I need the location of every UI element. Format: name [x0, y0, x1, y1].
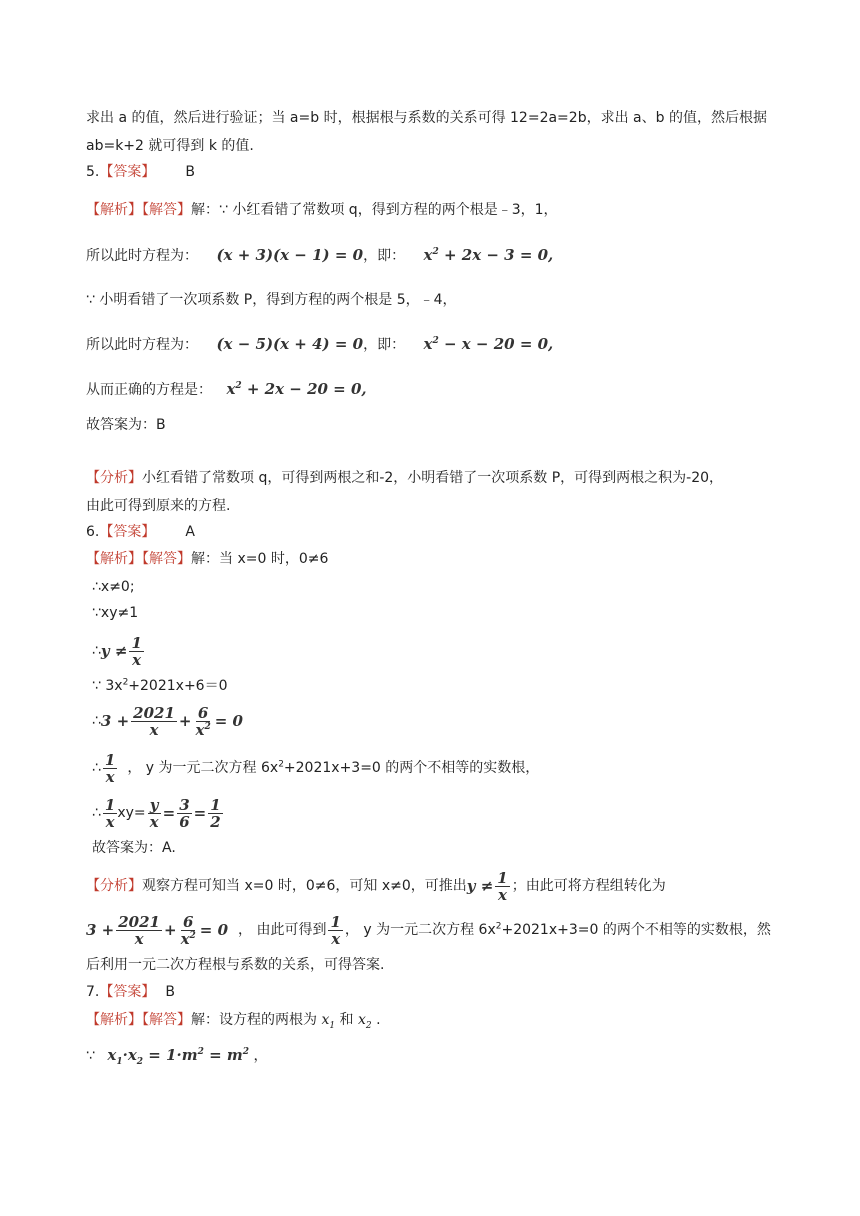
- q6-analysis-line-3: 后利用一元二次方程根与系数的关系，可得答案.: [86, 957, 385, 973]
- q7-answer: B: [165, 984, 175, 1000]
- q5-equation-4: $x^2 - x - 20 = 0$,: [423, 335, 554, 353]
- q5-line4-mid: ，即：: [363, 337, 406, 353]
- q6-l7-prefix: ∴: [92, 760, 101, 776]
- q5-jieda-tag: 【解答】: [142, 202, 191, 218]
- q7-x1: $x_1$: [321, 1012, 336, 1031]
- q5-analysis-line-2: 由此可得到原来的方程.: [86, 498, 231, 514]
- q6-line1-text: 解：当 x=0 时，0≠6: [191, 551, 329, 567]
- q6-answer: A: [185, 524, 195, 540]
- q6-frac-6-over-x2: $\frac{6}{x^2}$: [195, 703, 211, 739]
- q7-line2-prefix: ∵: [86, 1048, 95, 1064]
- q7-answer-tag: 【答案】: [99, 984, 156, 1000]
- q6-fenxi-eq-a: 3 +: [86, 921, 115, 939]
- q7-solution-line-1: [86, 1010, 381, 1030]
- q6-l4-prefix: ∴: [92, 643, 101, 659]
- q5-equation-3: (x − 5)(x + 4) = 0: [216, 335, 364, 353]
- q6-line-4: [92, 634, 146, 668]
- q6-frac-3-over-6: $\frac{3}{6}$: [179, 795, 190, 831]
- q7-line1-text: 解：设方程的两根为: [191, 1012, 317, 1028]
- q7-jiexi-tag: 【解析】: [86, 1012, 142, 1028]
- q6-fenxi-eq: y ≠: [466, 877, 494, 895]
- q5-conclusion: 故答案为：B: [86, 417, 166, 433]
- q6-l8-prefix: ∴: [92, 805, 101, 821]
- q6-l8-eq1: =: [162, 804, 176, 822]
- q6-fenxi-eq-0: = 0: [199, 921, 229, 939]
- q7-equation: $x_1\cdot x_2 = 1\cdot m^2 = m^2$: [107, 1046, 249, 1067]
- q5-line1-text: 解：∵ 小红看错了常数项 q，得到方程的两个根是﹣3，1，: [191, 202, 558, 218]
- q6-line-2: ∴x≠0;: [92, 579, 135, 595]
- q5-fenxi-tag: 【分析】: [86, 470, 142, 486]
- q6-l8-xy: xy=: [117, 805, 146, 821]
- q5-jiexi-tag: 【解析】: [86, 202, 142, 218]
- q6-l4-eq: y ≠: [100, 642, 128, 660]
- q6-l6-prefix: ∴: [92, 713, 101, 729]
- q7-and: 和: [335, 1012, 358, 1028]
- q6-fenxi-text-1: 观察方程可知当 x=0 时，0≠6，可知 x≠0，可推出: [142, 878, 467, 894]
- q6-number: 6.: [86, 524, 100, 540]
- q5-number: 5.: [86, 164, 100, 180]
- q5-line4-prefix: 所以此时方程为：: [86, 337, 198, 353]
- q6-analysis-line-2: [86, 910, 771, 950]
- q5-analysis-line-1: [86, 468, 723, 488]
- q6-jiexi-tag: 【解析】: [86, 551, 142, 567]
- q6-frac-y-over-x: $\frac{y}{x}$: [149, 795, 159, 831]
- q6-l7-text: ， y 为一元二次方程 $6x^2+2021x+3=0$ 的两个不相等的实数根，: [127, 759, 540, 776]
- intro-line-2: ab=k+2 就可得到 k 的值.: [86, 138, 254, 154]
- q6-frac-1-over-2: $\frac{1}{2}$: [210, 795, 221, 831]
- q6-fenxi-frac-6: $\frac{6}{x^2}$: [180, 912, 196, 948]
- q6-line-7: [92, 750, 539, 786]
- q5-line5-prefix: 从而正确的方程是：: [86, 382, 212, 398]
- q5-answer: B: [185, 164, 195, 180]
- q6-line-5: ∵ $3x^2+2021x+6=0$: [92, 677, 228, 694]
- q6-fenxi-frac-1-over-x-b: $\frac{1}{x}$: [330, 912, 341, 948]
- q6-frac-1-over-x: $\frac{1}{x}$: [131, 633, 142, 669]
- q5-solution-line-2: [86, 245, 553, 266]
- q6-answer-line: [86, 522, 195, 542]
- q5-equation-2: $x^2 + 2x - 3 = 0$,: [423, 246, 554, 264]
- q6-line-3: ∵xy≠1: [92, 605, 139, 621]
- q5-line2-mid: ，即：: [363, 248, 406, 264]
- q6-frac-2021-over-x: $\frac{2021}{x}$: [133, 703, 175, 739]
- q6-l6-a: 3 +: [100, 712, 130, 730]
- q7-x2: $x_2$: [358, 1012, 372, 1031]
- q6-l6-eq: = 0: [214, 712, 243, 730]
- q7-jieda-tag: 【解答】: [142, 1012, 191, 1028]
- q5-solution-line-4: [86, 334, 553, 355]
- q6-l6-plus: +: [178, 712, 192, 730]
- q7-solution-line-2: [86, 1045, 267, 1066]
- q6-fenxi-frac-1-over-x: $\frac{1}{x}$: [497, 868, 508, 904]
- q5-equation-5: $x^2 + 2x - 20 = 0$,: [226, 380, 367, 398]
- q6-jieda-tag: 【解答】: [142, 551, 191, 567]
- q5-line2-prefix: 所以此时方程为：: [86, 248, 198, 264]
- q6-solution-line-1: [86, 549, 328, 569]
- q7-answer-line: [86, 982, 175, 1002]
- q6-line-6: [92, 702, 243, 740]
- q7-line2-end: ，: [249, 1048, 268, 1064]
- q6-frac-1-over-x-c: $\frac{1}{x}$: [104, 795, 116, 831]
- q5-solution-line-1: [86, 200, 558, 220]
- q6-fenxi-frac-2021: $\frac{2021}{x}$: [118, 912, 160, 948]
- q5-solution-line-3: ∵ 小明看错了一次项系数 P，得到方程的两个根是 5，﹣4，: [86, 292, 457, 308]
- q6-conclusion: 故答案为：A.: [92, 840, 176, 856]
- q6-frac-1-over-x-b: $\frac{1}{x}$: [104, 750, 116, 786]
- q6-fenxi-text-2b: ， y 为一元二次方程 $6x^2+2021x+3=0$ 的两个不相等的实数根，然: [344, 921, 771, 938]
- q7-line1-end: .: [371, 1012, 381, 1028]
- q5-equation-1: (x + 3)(x − 1) = 0: [216, 246, 364, 264]
- q6-analysis-line-1: [86, 868, 666, 904]
- q7-number: 7.: [86, 984, 100, 1000]
- q5-answer-tag: 【答案】: [99, 164, 156, 180]
- q6-fenxi-text-1-end: ；由此可将方程组转化为: [511, 878, 666, 894]
- q5-answer-line: [86, 162, 195, 182]
- q5-fenxi-text-1: 小红看错了常数项 q，可得到两根之和-2，小明看错了一次项系数 P，可得到两根之积为-20，: [142, 470, 724, 486]
- intro-line-1: 求出 a 的值，然后进行验证；当 a=b 时，根据根与系数的关系可得 12=2a=2b，求出 a、b 的值，然后根据: [86, 110, 767, 126]
- q6-l8-eq2: =: [193, 804, 207, 822]
- q5-solution-line-5: [86, 379, 367, 400]
- q6-fenxi-tag: 【分析】: [86, 878, 142, 894]
- q6-fenxi-plus: +: [163, 921, 177, 939]
- q6-fenxi-text-2a: ， 由此可得到: [238, 922, 327, 938]
- q6-line-8: [92, 795, 225, 831]
- q6-answer-tag: 【答案】: [99, 524, 156, 540]
